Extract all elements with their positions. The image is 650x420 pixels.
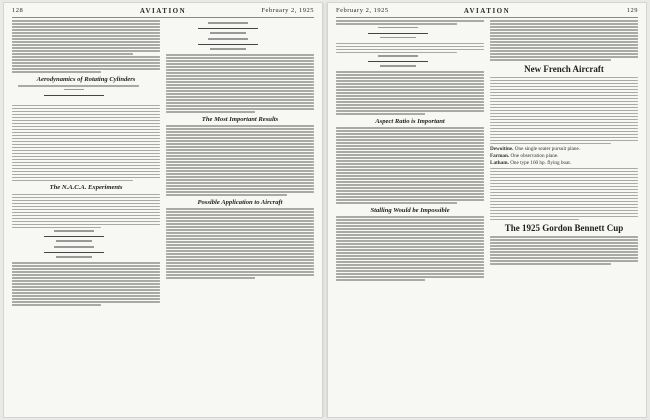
entry-maker: Dewoitine.: [490, 146, 514, 152]
section-heading-naca: The N.A.C.A. Experiments: [49, 184, 123, 191]
text-block: [490, 77, 638, 145]
left-column-1: [12, 20, 160, 308]
entry-text: One single seater pursuit plane.: [514, 146, 581, 152]
section-heading-aspect-ratio: Aspect Ratio is Important: [375, 117, 445, 125]
section-heading-gordon-bennett: The 1925 Gordon Bennett Cup: [504, 223, 624, 234]
french-aircraft-entry: [490, 160, 638, 166]
right-page: [328, 3, 646, 417]
right-journal-title: AVIATION: [463, 7, 511, 15]
section-heading-possible-application: Possible Application to Aircraft: [197, 198, 283, 206]
right-column-1: [336, 20, 484, 283]
entry-maker: Farman.: [490, 153, 510, 160]
text-block: [166, 208, 314, 279]
text-block: [12, 194, 160, 306]
section-heading-stalling: Stalling Would be Impossible: [370, 206, 450, 214]
left-issue-date: February 2, 1925: [261, 7, 314, 14]
text-block: [166, 125, 314, 196]
text-block: [166, 54, 314, 113]
left-column-2: [166, 20, 314, 281]
right-running-head: [336, 7, 638, 17]
left-journal-title: AVIATION: [139, 7, 187, 15]
entry-text: One type 160 hp. flying boat.: [510, 160, 572, 167]
right-column-2: [490, 20, 638, 267]
text-block: [12, 20, 160, 73]
left-header-rule: [12, 17, 314, 18]
text-block: [336, 20, 484, 115]
text-block: [336, 216, 484, 281]
text-block: [490, 168, 638, 221]
text-block: [490, 20, 638, 61]
left-page-number: 128: [12, 7, 24, 14]
section-heading-aero-rotating: Aerodynamics of Rotating Cylinders: [36, 75, 136, 83]
french-aircraft-entry: [490, 146, 638, 152]
entry-text: One observation plane.: [510, 153, 559, 160]
text-block: [336, 127, 484, 204]
text-block: [490, 236, 638, 265]
section-heading-new-french-aircraft: New French Aircraft: [524, 63, 604, 74]
left-running-head: [12, 7, 314, 17]
text-block: [12, 85, 160, 181]
right-page-number: 129: [626, 7, 638, 14]
entry-maker: Latham.: [490, 160, 509, 167]
right-header-rule: [336, 17, 638, 18]
left-page: [4, 3, 322, 417]
right-issue-date: February 2, 1925: [336, 7, 389, 14]
french-aircraft-entry: [490, 153, 638, 159]
section-heading-most-important: The Most Important Results: [201, 115, 279, 123]
